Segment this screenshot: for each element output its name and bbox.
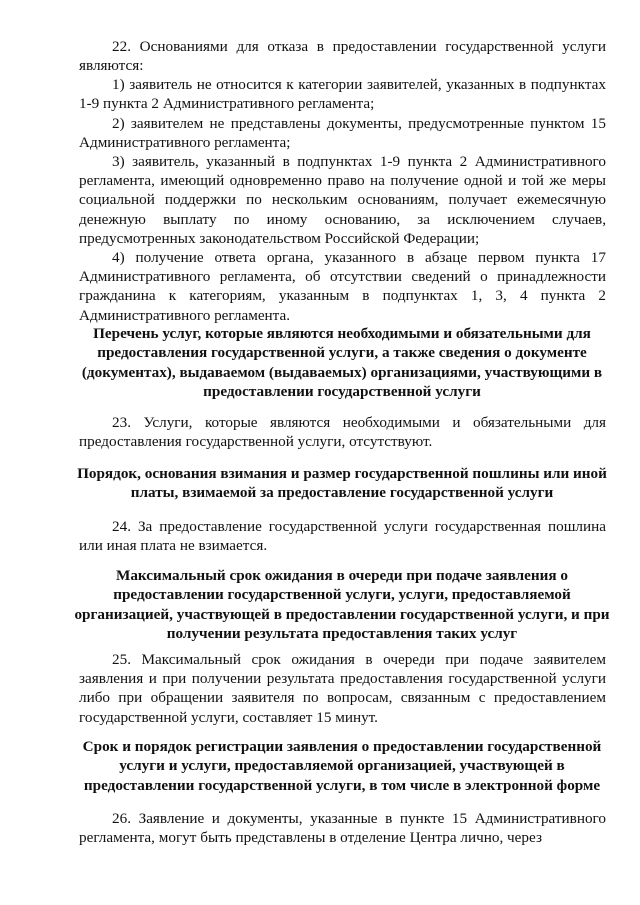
heading-registration: Срок и порядок регистрации заявления о предоставлении государственной услуги и услуги, предоставляемой организацией, участвующей в предоставлении государственной услуги, в том числе в электронной форме [82, 738, 602, 794]
heading-state-fee: Порядок, основания взимания и размер государственной пошлины или иной платы, взимаемой за предоставление государственной услуги [77, 465, 607, 502]
paragraph-22-item-3: 3) заявитель, указанный в подпунктах 1-9 пункта 2 Административного регламента, имеющий одновременно право на получение одной и той же меры социальной поддержки по нескольким основаниям, получает ежемесячную денежную выплату по иному основанию, за исключением случаев, предусмотренных законодательством Российской Федерации; [79, 153, 606, 247]
paragraph-22: 22. Основаниями для отказа в предоставлении государственной услуги являются: [79, 38, 606, 75]
heading-required-services: Перечень услуг, которые являются необходимыми и обязательными для предоставления государственной услуги, а также сведения о документе (документах), выдаваемом (выдаваемых) организациями, участвующими в предоставлении государственной услуги [81, 325, 603, 401]
heading-max-wait: Максимальный срок ожидания в очереди при подаче заявления о предоставлении государственной услуги, услуги, предоставляемой организацией, участвующей в предоставлении государственной услуги, и при получении результата предоставления таких услуг [74, 567, 610, 643]
paragraph-24: 24. За предоставление государственной услуги государственная пошлина или иная плата не взимается. [79, 518, 606, 555]
paragraph-22-item-2: 2) заявителем не представлены документы, предусмотренные пунктом 15 Административного регламента; [79, 115, 606, 152]
paragraph-22-item-4: 4) получение ответа органа, указанного в абзаце первом пункта 17 Административного регламента, об отсутствии сведений о принадлежности гражданина к категориям, указанным в подпунктах 1, 3, 4 пункта 2 Административного регламента. [79, 249, 606, 324]
paragraph-25: 25. Максимальный срок ожидания в очереди при подаче заявителем заявления и при получении результата предоставления государственной услуги либо при обращении заявителя по вопросам, связанным с предоставлением государственной услуги, составляет 15 минут. [79, 651, 606, 726]
paragraph-23: 23. Услуги, которые являются необходимыми и обязательными для предоставления государственной услуги, отсутствуют. [79, 414, 606, 451]
paragraph-26: 26. Заявление и документы, указанные в пункте 15 Административного регламента, могут быть представлены в отделение Центра лично, через [79, 810, 606, 847]
paragraph-22-item-1: 1) заявитель не относится к категории заявителей, указанных в подпунктах 1-9 пункта 2 Административного регламента; [79, 76, 606, 113]
